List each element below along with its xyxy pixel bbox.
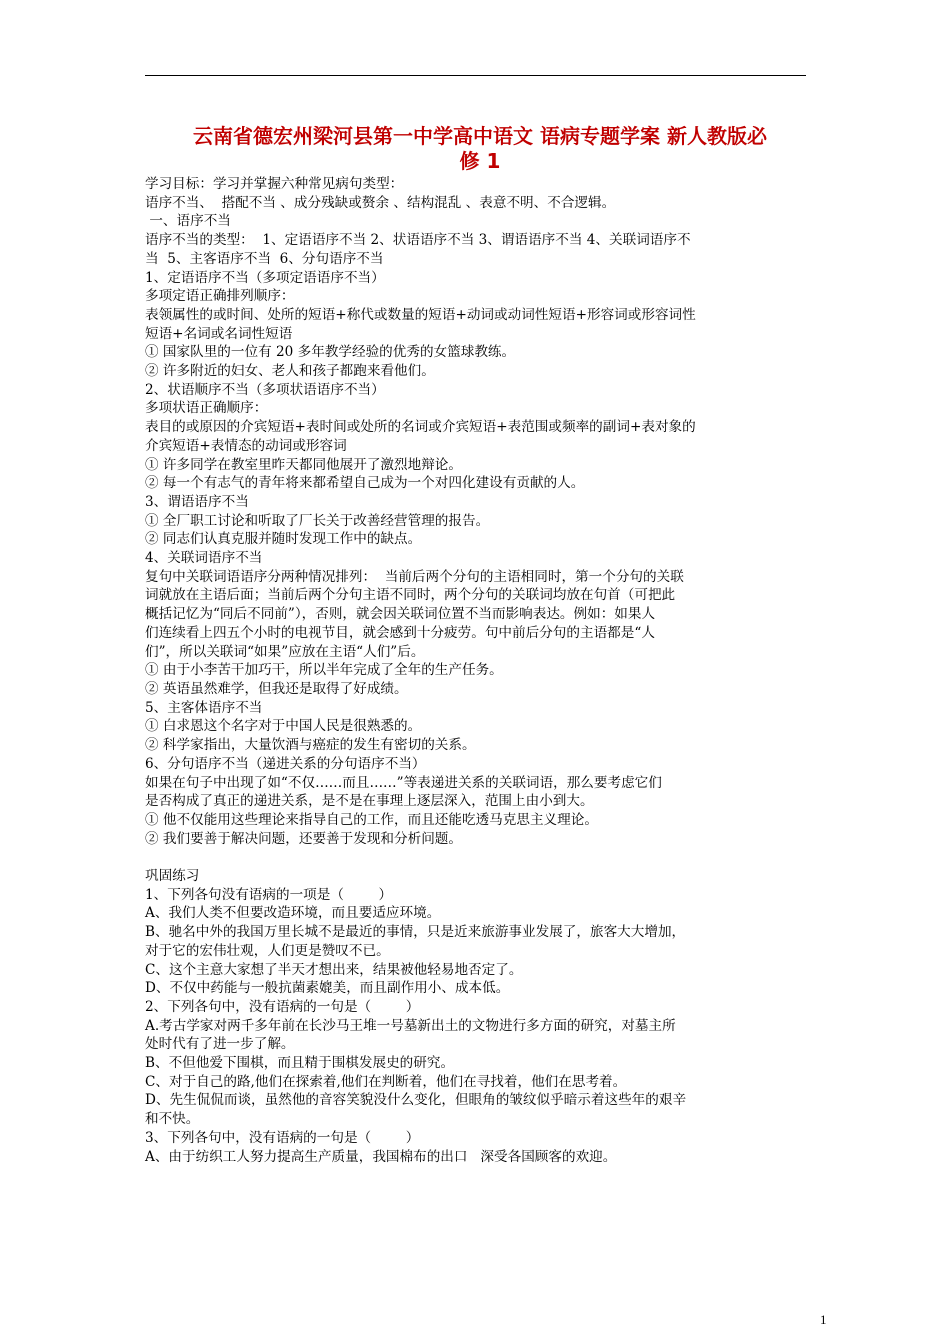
text-line: ① 国家队里的一位有 20 多年教学经验的优秀的女篮球教练。 — [145, 344, 516, 361]
text-line: C、这个主意大家想了半天才想出来，结果被他轻易地否定了。 — [145, 961, 523, 978]
text-line: 介宾短语+表情态的动词或形容词 — [145, 437, 347, 454]
text-line: C、对于自己的路,他们在探索着,他们在判断着，他们在寻找着，他们在思考着。 — [145, 1073, 627, 1090]
text-line: 复句中关联词语语序分两种情况排列： 当前后两个分句的主语相同时，第一个分句的关联 — [145, 568, 684, 585]
text-line — [145, 848, 810, 867]
text-line: ② 英语虽然难学，但我还是取得了好成绩。 — [145, 680, 408, 697]
text-line: ② 每一个有志气的青年将来都希望自己成为一个对四化建设有贡献的人。 — [145, 475, 585, 492]
text-line: 处时代有了进一步了解。 — [145, 1036, 295, 1053]
text-line: 多项定语正确排列顺序： — [145, 288, 295, 305]
text-line: 4、关联词语序不当 — [145, 550, 263, 567]
text-line: 3、谓语语序不当 — [145, 493, 249, 510]
header-rule — [145, 75, 806, 76]
text-line: 表目的或原因的介宾短语+表时间或处所的名词或介宾短语+表范围或频率的副词+表对象的 — [145, 419, 696, 436]
text-line: 巩固练习 — [145, 868, 200, 884]
text-line: 2、下列各句中，没有语病的一句是（ ） — [145, 998, 420, 1015]
text-line: ① 由于小李苦干加巧干，所以半年完成了全年的生产任务。 — [145, 662, 503, 679]
text-line: 1、定语语序不当（多项定语语序不当） — [145, 269, 385, 286]
text-line: D、不仅中药能与一般抗菌素媲美，而且副作用小、成本低。 — [145, 980, 510, 997]
text-line: 语序不当的类型： 1、定语语序不当 2、状语语序不当 3、谓语语序不当 4、关联词语序不 — [145, 232, 691, 249]
text-line: ② 科学家指出，大量饮酒与癌症的发生有密切的关系。 — [145, 737, 476, 754]
text-line: 们连续看上四五个小时的电视节目，就会感到十分疲劳。句中前后分句的主语都是“人 — [145, 624, 655, 641]
text-line: ② 同志们认真克服并随时发现工作中的缺点。 — [145, 531, 422, 548]
text-line: 短语+名词或名词性短语 — [145, 325, 293, 342]
text-line: 对于它的宏伟壮观，人们更是赞叹不已。 — [145, 942, 390, 959]
text-line: 1、下列各句没有语病的一项是（ ） — [145, 886, 393, 903]
text-line: 6、分句语序不当（递进关系的分句语序不当） — [145, 755, 426, 772]
text-line: A、我们人类不但要改造环境，而且要适应环境。 — [145, 905, 441, 922]
text-line: 词就放在主语后面；当前后两个分句主语不同时，两个分句的关联词均放在句首（可把此 — [145, 587, 676, 604]
text-line: ① 许多同学在教室里昨天都同他展开了激烈地辩论。 — [145, 456, 462, 473]
text-line: 概括记忆为“同后不同前”），否则，就会因关联词位置不当而影响表达。例如：如果人 — [145, 606, 656, 623]
text-line: 2、状语顺序不当（多项状语语序不当） — [145, 381, 385, 398]
text-line: A、由于纺织工人努力提高生产质量，我国棉布的出口 深受各国顾客的欢迎。 — [145, 1148, 617, 1165]
text-line: 如果在句子中出现了如“不仅……而且……”等表递进关系的关联词语，那么要考虑它们 — [145, 774, 662, 791]
text-line: 们”，所以关联词“如果”应放在主语“人们”后。 — [145, 643, 425, 660]
text-line: 是否构成了真正的递进关系，是不是在事理上逐层深入，范围上由小到大。 — [145, 793, 594, 810]
text-line: ① 白求恩这个名字对于中国人民是很熟悉的。 — [145, 718, 422, 735]
title-line-2: 修 1 — [459, 149, 501, 173]
text-line: 当 5、主客语序不当 6、分句语序不当 — [145, 250, 384, 267]
text-line: 语序不当、 搭配不当 、成分残缺或赘余 、结构混乱 、表意不明、不合逻辑。 — [145, 194, 616, 211]
page-title — [140, 124, 820, 174]
text-line: ① 他不仅能用这些理论来指导自己的工作，而且还能吃透马克思主义理论。 — [145, 811, 598, 828]
text-line: B、驰名中外的我国万里长城不是最近的事情，只是近来旅游事业发展了，旅客大大增加， — [145, 924, 686, 941]
text-line: ② 许多附近的妇女、老人和孩子都跑来看他们。 — [145, 363, 435, 380]
text-line: D、先生侃侃而谈，虽然他的音容笑貌没什么变化，但眼角的皱纹似乎暗示着这些年的艰辛 — [145, 1092, 687, 1109]
text-line: 3、下列各句中，没有语病的一句是（ ） — [145, 1129, 420, 1146]
text-line: ② 我们要善于解决问题，还要善于发现和分析问题。 — [145, 830, 462, 847]
page-number: 1 — [820, 1312, 827, 1327]
title-line-1: 云南省德宏州梁河县第一中学高中语文 语病专题学案 新人教版必 — [193, 124, 767, 148]
text-line: 和不快。 — [145, 1111, 200, 1128]
document-body — [145, 175, 810, 1166]
text-line: 表领属性的或时间、处所的短语+称代或数量的短语+动词或动词性短语+形容词或形容词性 — [145, 306, 696, 323]
text-line: A.考古学家对两千多年前在长沙马王堆一号墓新出土的文物进行多方面的研究，对墓主所 — [145, 1017, 676, 1034]
text-line: ① 全厂职工讨论和听取了厂长关于改善经营管理的报告。 — [145, 512, 490, 529]
text-line: 5、主客体语序不当 — [145, 699, 263, 716]
text-line: 学习目标：学习并掌握六种常见病句类型： — [145, 176, 404, 192]
text-line: B、不但他爱下围棋，而且精于围棋发展史的研究。 — [145, 1055, 455, 1072]
text-line: 一、语序不当 — [145, 213, 231, 230]
text-line: 多项状语正确顺序： — [145, 400, 268, 417]
